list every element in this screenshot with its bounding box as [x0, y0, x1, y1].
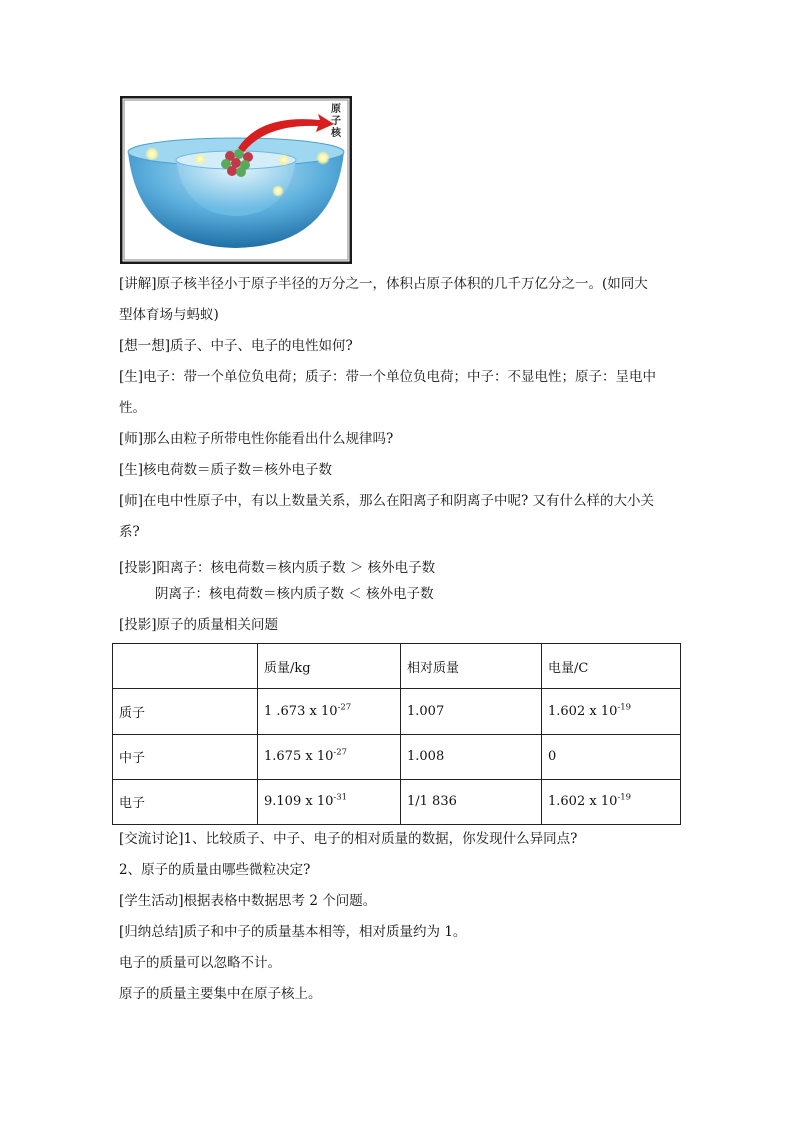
paragraph-projection-anion: 阴离子：核电荷数＝核内质子数 ＜ 核外电子数: [155, 586, 434, 602]
particle-name: 质子: [113, 689, 258, 734]
nucleus-label-char-2: 子: [331, 116, 341, 127]
paragraph-discussion: [交流讨论]1、比较质子、中子、电子的相对质量的数据，你发现什么异同点?: [119, 831, 578, 847]
particle-name: 中子: [113, 734, 258, 779]
table-row: [113, 689, 681, 734]
electron-dot: [316, 151, 330, 165]
paragraph-teacher-line2: 系?: [119, 524, 140, 540]
electron-dot: [272, 185, 284, 197]
table-header-cell: [113, 644, 258, 689]
particle-mass-table: [112, 643, 681, 825]
particle-name: 电子: [113, 779, 258, 824]
paragraph-student-activity: [学生活动]根据表格中数据思考 2 个问题。: [119, 893, 377, 909]
table-header-cell: 相对质量: [401, 644, 542, 689]
relative-mass-value: 1.007: [401, 689, 542, 734]
atom-structure-figure: [120, 96, 352, 264]
electron-dot: [145, 147, 159, 161]
paragraph-think: [想一想]质子、中子、电子的电性如何?: [119, 338, 353, 354]
nucleus-label-char-3: 核: [331, 128, 341, 139]
paragraph-nucleus-mass: 原子的质量主要集中在原子核上。: [119, 986, 322, 1002]
table-header-row: [113, 644, 681, 689]
relative-mass-value: 1/1 836: [401, 779, 542, 824]
paragraph-projection-cation: [投影]阳离子：核电荷数＝核内质子数 ＞ 核外电子数: [119, 560, 436, 576]
mass-value: 1 .673 x $10^{-27}$: [258, 689, 401, 734]
table-header-cell: 质量/kg: [258, 644, 401, 689]
charge-value: 1.602 x $10^{-19}$: [542, 779, 681, 824]
paragraph-electron-mass: 电子的质量可以忽略不计。: [119, 955, 281, 971]
table-header-cell: 电量/C: [542, 644, 681, 689]
paragraph-question-2: 2、原子的质量由哪些微粒决定?: [119, 862, 311, 878]
charge-value: 0: [542, 734, 681, 779]
paragraph-student-line2: 性。: [119, 400, 146, 416]
mass-value: 1.675 x $10^{-27}$: [258, 734, 401, 779]
paragraph-student-line1: [生]电子：带一个单位负电荷；质子：带一个单位负电荷；中子：不显电性；原子：呈电中: [119, 369, 657, 385]
paragraph-projection-mass: [投影]原子的质量相关问题: [119, 617, 279, 633]
paragraph-explain-line2: 型体育场与蚂蚁): [119, 307, 219, 323]
paragraph-student-answer: [生]核电荷数＝质子数＝核外电子数: [119, 462, 333, 478]
electron-dot: [278, 154, 290, 166]
nucleus-label-char-1: 原: [331, 104, 341, 115]
table-row: [113, 734, 681, 779]
table-row: [113, 779, 681, 824]
paragraph-teacher-line1: [师]在电中性原子中，有以上数量关系，那么在阳离子和阴离子中呢? 又有什么样的大小关: [119, 493, 655, 509]
mass-value: 9.109 x $10^{-31}$: [258, 779, 401, 824]
charge-value: 1.602 x $10^{-19}$: [542, 689, 681, 734]
paragraph-teacher-question: [师]那么由粒子所带电性你能看出什么规律吗?: [119, 431, 394, 447]
paragraph-summary: [归纳总结]质子和中子的质量基本相等，相对质量约为 1。: [119, 924, 467, 940]
paragraph-explain-line1: [讲解]原子核半径小于原子半径的万分之一，体积占原子体积的几千万亿分之一。(如同大: [119, 276, 648, 292]
relative-mass-value: 1.008: [401, 734, 542, 779]
electron-dot: [194, 153, 206, 165]
atom-bowl-illustration: [120, 96, 352, 264]
